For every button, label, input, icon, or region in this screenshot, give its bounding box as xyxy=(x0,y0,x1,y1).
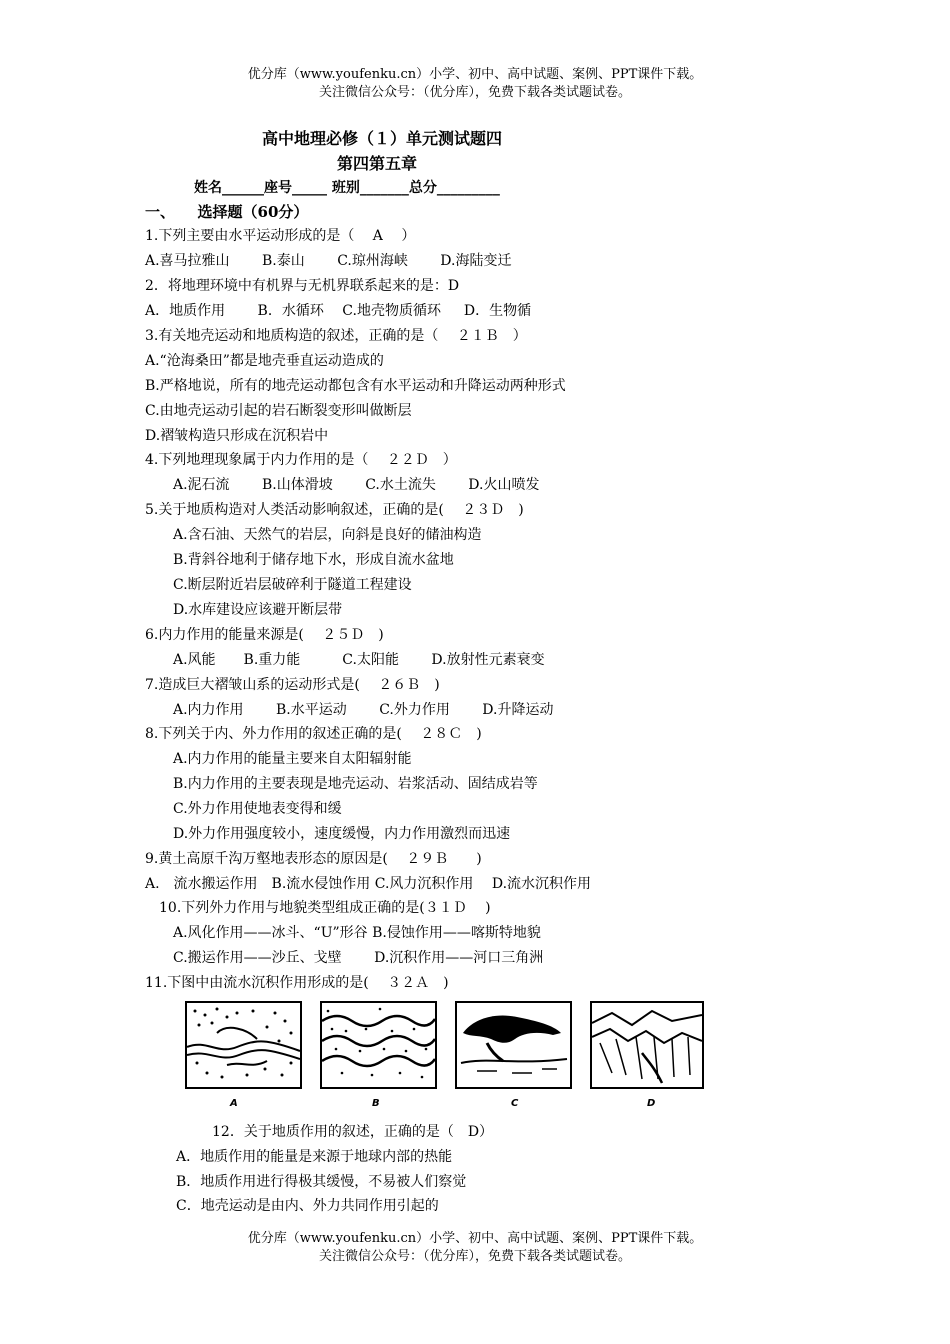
question-line: A.泥石流 B.山体滑坡 C.水土流失 D.火山喷发 xyxy=(145,477,540,493)
footer-line-1: 优分库（www.youfenku.cn）小学、初中、高中试题、案例、PPT课件下载。 xyxy=(247,1231,703,1246)
question-line: A.风化作用——冰斗、“U”形谷 B.侵蚀作用——喀斯特地貌 xyxy=(145,925,541,941)
question-line: C.由地壳运动引起的岩石断裂变形叫做断层 xyxy=(145,403,412,419)
figure-label-b: B xyxy=(372,1098,380,1109)
question-line: 4.下列地理现象属于内力作用的是（ ２２Ｄ ） xyxy=(145,452,457,468)
question-line: D.外力作用强度较小，速度缓慢，内力作用激烈而迅速 xyxy=(145,826,511,842)
question-line: 8.下列关于内、外力作用的叙述正确的是( ２８Ｃ ) xyxy=(145,726,482,742)
question-line: 6.内力作用的能量来源是( ２５Ｄ ) xyxy=(145,627,384,643)
question-line: C.断层附近岩层破碎利于隧道工程建设 xyxy=(145,577,412,593)
question-line: 1.下列主要由水平运动形成的是（ A ） xyxy=(145,228,416,244)
question-line: C．地壳运动是由内、外力共同作用引起的 xyxy=(176,1198,439,1214)
question-line: A．地质作用的能量是来源于地球内部的热能 xyxy=(176,1149,453,1165)
header-line-1: 优分库（www.youfenku.cn）小学、初中、高中试题、案例、PPT课件下载。 xyxy=(247,67,703,82)
landform-figure-a xyxy=(185,1001,302,1089)
student-info-line: 姓名______座号_____ 班别_______总分_________ xyxy=(194,180,500,196)
question-line: D.褶皱构造只形成在沉积岩中 xyxy=(145,428,329,444)
question-line: 9.黄土高原千沟万壑地表形态的原因是( ２９Ｂ ) xyxy=(145,851,482,867)
landform-figure-b xyxy=(320,1001,437,1089)
question-line: B．地质作用进行得极其缓慢，不易被人们察觉 xyxy=(176,1174,467,1190)
question-line: A.内力作用的能量主要来自太阳辐射能 xyxy=(145,751,412,767)
question-line: B.背斜谷地利于储存地下水，形成自流水盆地 xyxy=(145,552,454,568)
question-line: A.喜马拉雅山 B.泰山 C.琼州海峡 D.海陆变迁 xyxy=(145,253,512,269)
footer-line-2: 关注微信公众号：（优分库），免费下载各类试题试卷。 xyxy=(318,1249,631,1264)
question-line: A.风能 B.重力能 C.太阳能 D.放射性元素衰变 xyxy=(145,652,545,668)
question-line: A. 流水搬运作用 B.流水侵蚀作用 C.风力沉积作用 D.流水沉积作用 xyxy=(145,876,592,892)
question-line: A.“沧海桑田”都是地壳垂直运动造成的 xyxy=(145,353,384,369)
question-line: 11.下图中由流水沉积作用形成的是( ３２Ａ ) xyxy=(145,975,449,991)
question-line: 12．关于地质作用的叙述，正确的是（ D） xyxy=(212,1124,494,1140)
question-line: 3.有关地壳运动和地质构造的叙述，正确的是（ ２１Ｂ ） xyxy=(145,328,527,344)
section-heading: 一、 选择题（60分） xyxy=(145,203,309,221)
question-line: 2．将地理环境中有机界与无机界联系起来的是：D xyxy=(145,278,460,294)
question-line: A.内力作用 B.水平运动 C.外力作用 D.升降运动 xyxy=(145,702,554,718)
question-line: D.水库建设应该避开断层带 xyxy=(145,602,343,618)
figure-label-d: D xyxy=(647,1098,656,1109)
header-line-2: 关注微信公众号：（优分库），免费下载各类试题试卷。 xyxy=(318,85,631,100)
question-line: 10.下列外力作用与地貌类型组成正确的是(３１Ｄ ) xyxy=(145,900,491,916)
question-line: C.外力作用使地表变得和缓 xyxy=(145,801,342,817)
landform-figure-c xyxy=(455,1001,572,1089)
question-line: C.搬运作用——沙丘、戈壁 D.沉积作用——河口三角洲 xyxy=(145,950,544,966)
question-line: A.含石油、天然气的岩层，向斜是良好的储油构造 xyxy=(145,527,482,543)
question-line: B.严格地说，所有的地壳运动都包含有水平运动和升降运动两种形式 xyxy=(145,378,566,394)
figure-label-a: A xyxy=(230,1098,238,1109)
question-line: A．地质作用 B．水循环 C.地壳物质循环 D．生物循 xyxy=(145,303,532,319)
page-title: 高中地理必修（１）单元测试题四 xyxy=(262,129,503,148)
page-subtitle: 第四第五章 xyxy=(337,154,418,173)
question-line: 5.关于地质构造对人类活动影响叙述，正确的是( ２３Ｄ ) xyxy=(145,502,524,518)
question-line: 7.造成巨大褶皱山系的运动形式是( ２６Ｂ ) xyxy=(145,677,440,693)
question-line: B.内力作用的主要表现是地壳运动、岩浆活动、固结成岩等 xyxy=(145,776,538,792)
landform-figure-d xyxy=(590,1001,704,1089)
figure-label-c: C xyxy=(511,1098,519,1109)
